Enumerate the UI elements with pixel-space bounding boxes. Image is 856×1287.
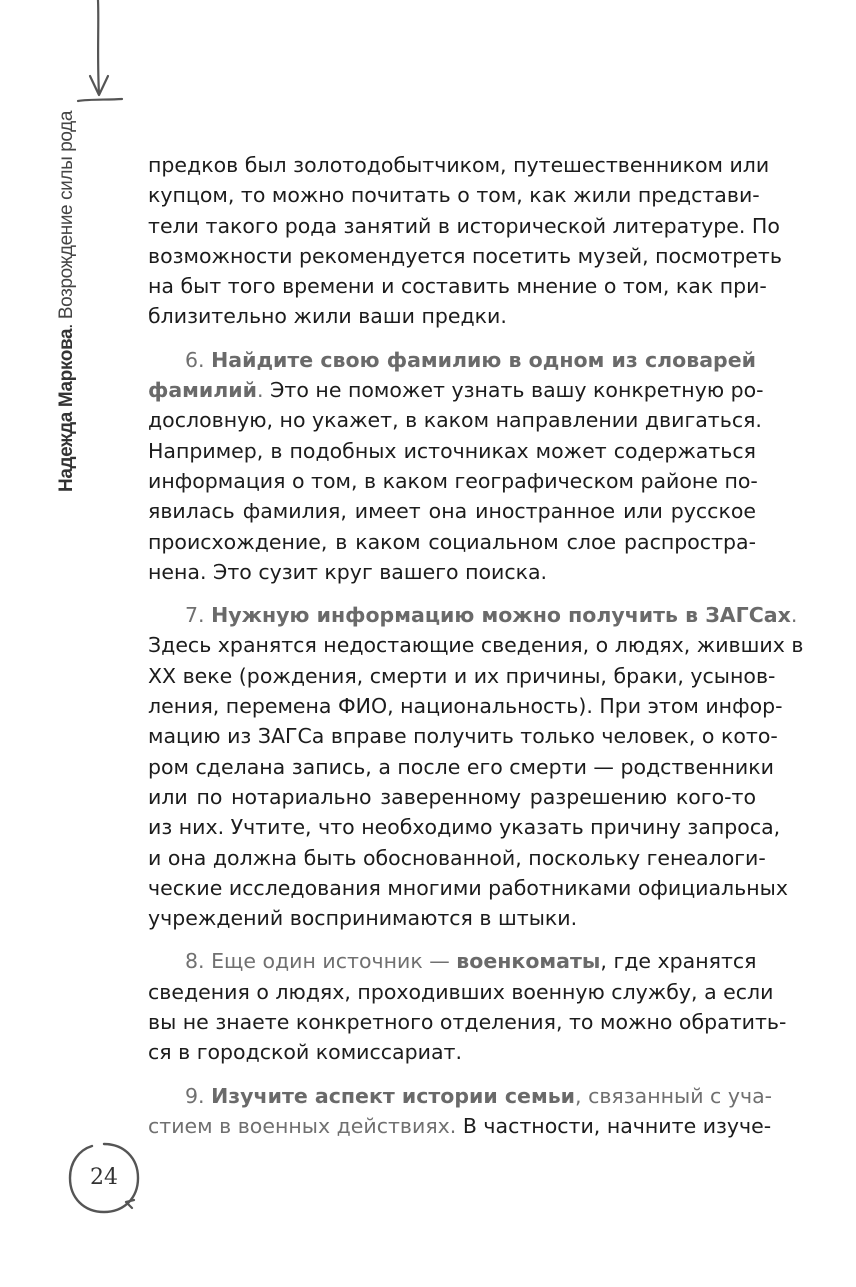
highlight-text: военкоматы [456,949,601,974]
body-line: ром сделана запись, а после его смерти — родственники [148,754,774,779]
body-line: купцом, то можно почитать о том, как жили представи- [148,183,760,208]
body-line: ческие исследования многими работниками официальных [148,875,788,900]
running-head [52,112,82,492]
arrow-decoration [78,0,122,110]
body-line: Например, в подобных источниках может содержаться [148,438,756,463]
body-line: из них. Учтите, что необходимо указать причину запроса, [148,815,781,840]
highlight-text: фамилий [148,378,258,403]
body-line: учреждений воспринимаются в штыки. [148,906,578,931]
body-line: Здесь хранятся недостающие сведения, о людях, живших в [148,633,804,658]
highlight-text: Изучите аспект истории семьи [211,1083,576,1108]
body-line: вы не знаете конкретного отделения, то можно обратить- [148,1010,787,1035]
body-line: происхождение, в каком социальном слое распростра- [148,529,756,554]
body-line: ления, перемена ФИО, национальность). При этом инфор- [148,694,783,719]
page-number-badge [66,1140,142,1216]
body-line: тели такого рода занятий в исторической литературе. По [148,213,780,238]
list-item-number: 9. [185,1083,205,1108]
running-head-author: Надежда Маркова [56,328,77,492]
body-line: и она должна быть обоснованной, поскольку генеалоги- [148,845,766,870]
body-line: или по нотариально заверенному разрешению кого-то [148,784,756,809]
body-line: фамилий. Это не поможет узнать вашу конкретную ро- [148,378,764,403]
body-line: возможности рекомендуется посетить музей, посмотреть [148,243,782,268]
highlight-text: Нужную информацию можно получить в ЗАГСах [211,603,791,628]
body-line: информация о том, в каком географическом районе по- [148,468,758,493]
body-line: мацию из ЗАГСа вправе получить только человек, о кото- [148,724,778,749]
running-head-separator: . [56,323,77,329]
body-line: ся в городской комиссариат. [148,1040,462,1065]
list-item-7-heading: 7. Нужную информацию можно получить в ЗАГСах. [185,603,798,628]
page-number: 24 [90,1165,118,1190]
running-head-book-title: Возрождение силы рода [56,111,77,324]
body-line: дословную, но укажет, в каком направлении двигаться. [148,408,762,433]
list-item-number: 6. [185,347,205,372]
list-item-number: 7. [185,603,205,628]
body-line: стием в военных действиях. В частности, начните изуче- [148,1113,772,1138]
body-line: сведения о людях, проходивших военную службу, а если [148,979,774,1004]
body-line: нена. Это сузит круг вашего поиска. [148,559,548,584]
body-line: на быт того времени и составить мнение о том, как при- [148,274,767,299]
highlight-text: Найдите свою фамилию в одном из словарей [211,347,756,372]
list-item-8-heading: 8. Еще один источник — военкоматы, где хранятся [185,949,757,974]
list-item-9-heading: 9. Изучите аспект истории семьи, связанный с уча- [185,1083,773,1108]
body-line: XX веке (рождения, смерти и их причины, браки, усынов- [148,663,776,688]
body-line: предков был золотодобытчиком, путешественником или [148,153,770,177]
body-line: близительно жили ваши предки. [148,304,507,329]
body-text [148,150,804,1141]
list-item-6-heading [148,345,756,375]
body-line: явилась фамилия, имеет она иностранное или русское [148,499,756,524]
